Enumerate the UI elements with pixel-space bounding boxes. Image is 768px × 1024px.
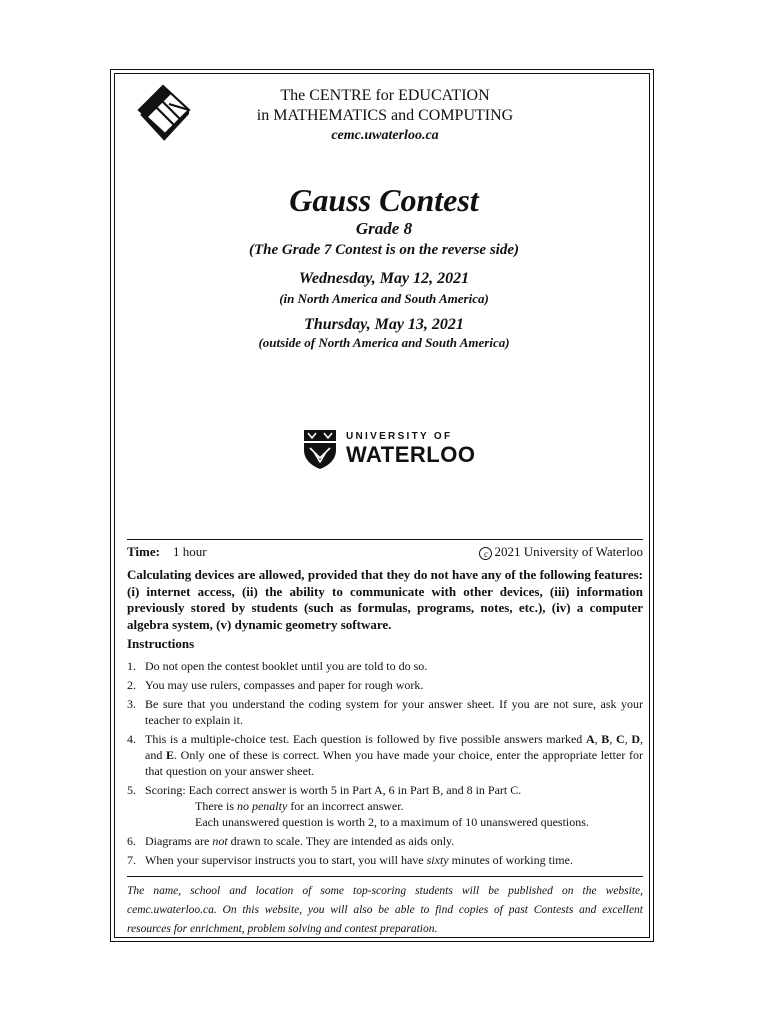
scoring-line-3: Each unanswered question is worth 2, to a maximum of 10 unanswered questions. <box>195 815 589 829</box>
cemc-header <box>200 86 570 146</box>
copyright-icon: c <box>479 547 492 560</box>
separator: , <box>594 732 602 746</box>
instruction-text-part: This is a multiple-choice test. Each question is followed by five possible answers marked <box>145 732 586 746</box>
time-row <box>127 544 643 560</box>
divider-top <box>127 539 643 540</box>
answer-letter-a: A <box>585 732 595 746</box>
instruction-item <box>127 731 643 779</box>
instruction-number: 6. <box>127 834 136 848</box>
separator: , <box>624 732 632 746</box>
scoring-emphasis: no penalty <box>236 799 288 813</box>
reverse-side-note: (The Grade 7 Contest is on the reverse side) <box>249 242 519 258</box>
separator: , and <box>145 732 643 762</box>
answer-letter-d: D <box>631 732 640 746</box>
cemc-website: cemc.uwaterloo.ca <box>331 128 439 143</box>
footer-note: The name, school and location of some top-scoring students will be published on the website, cemc.uwaterloo.ca. On this website, you will also be able to find copies of past Contests and excellent resources for enrichment, problem solving and contest preparation. <box>127 885 643 935</box>
answer-letter-c: C <box>615 732 625 746</box>
instruction-text-part: drawn to scale. They are intended as aids only. <box>227 834 455 848</box>
instruction-text <box>145 853 573 867</box>
contest-region-1: (in North America and South America) <box>279 291 489 306</box>
scoring-text: There is <box>195 799 237 813</box>
instruction-item <box>127 833 643 849</box>
instructions-heading: Instructions <box>127 636 195 651</box>
divider-bottom <box>127 876 643 877</box>
contest-title: Gauss Contest <box>289 182 479 218</box>
instruction-emphasis: not <box>212 834 228 848</box>
instruction-item <box>127 658 643 674</box>
instruction-text: Be sure that you understand the coding system for your answer sheet. If you are not sure, ask your teacher to explain it. <box>145 697 643 727</box>
instruction-number: 3. <box>127 697 136 711</box>
calculator-policy: Calculating devices are allowed, provided that they do not have any of the following features: (i) internet access, (ii) the ability to communicate with other devices, (iii) information previously stored by students (such as formulas, programs, notes, etc.), (iv) a computer algebra system, (v) dynamic geometry software. <box>127 567 643 632</box>
instruction-number: 2. <box>127 678 136 692</box>
instruction-text <box>145 834 454 848</box>
instruction-number: 4. <box>127 732 136 746</box>
instruction-text: Do not open the contest booklet until you are told to do so. <box>145 659 428 673</box>
instruction-text <box>145 783 643 830</box>
answer-letter-e: E <box>166 748 175 762</box>
instruction-text-part: When your supervisor instructs you to start, you will have <box>145 853 427 867</box>
instruction-number: 5. <box>127 783 136 797</box>
copyright-text: 2021 University of Waterloo <box>494 544 643 559</box>
scoring-text: for an incorrect answer. <box>287 799 404 813</box>
copyright <box>479 544 643 560</box>
cemc-logo-icon <box>135 80 193 142</box>
instruction-emphasis: sixty <box>426 853 449 867</box>
instruction-item <box>127 696 643 728</box>
cemc-name-line2: in MATHEMATICS and COMPUTING <box>256 107 514 124</box>
instruction-text <box>145 732 643 778</box>
answer-letter-b: B <box>601 732 610 746</box>
contest-date-1: Wednesday, May 12, 2021 <box>298 270 470 287</box>
instruction-text-part: Diagrams are <box>145 834 213 848</box>
instruction-item <box>127 852 643 868</box>
time-duration: 1 hour <box>172 544 207 559</box>
instruction-number: 1. <box>127 659 136 673</box>
instructions-list <box>127 658 643 871</box>
instruction-text-part: minutes of working time. <box>448 853 573 867</box>
cemc-name-line1: The CENTRE for EDUCATION <box>280 87 490 104</box>
waterloo-text: WATERLOO <box>346 442 476 467</box>
time-value <box>163 544 206 559</box>
university-of-waterloo-logo <box>302 427 475 471</box>
time-label: Time: <box>127 544 160 559</box>
instruction-number: 7. <box>127 853 136 867</box>
scoring-line-1: Scoring: Each correct answer is worth 5 in Part A, 6 in Part B, and 8 in Part C. <box>145 783 522 797</box>
waterloo-shield-icon <box>302 428 338 470</box>
contest-region-2: (outside of North America and South America) <box>258 335 510 350</box>
instruction-text-part: . Only one of these is correct. When you have made your choice, enter the appropriate letter for that question on your answer sheet. <box>145 748 644 778</box>
grade-label: Grade 8 <box>355 219 413 238</box>
contest-date-2: Thursday, May 13, 2021 <box>304 316 464 333</box>
instruction-item <box>127 782 643 830</box>
instruction-text: You may use rulers, compasses and paper for rough work. <box>145 678 424 692</box>
university-of-text: UNIVERSITY OF <box>346 431 453 442</box>
scoring-line-2 <box>145 798 643 814</box>
separator: , <box>609 732 616 746</box>
instruction-item <box>127 677 643 693</box>
